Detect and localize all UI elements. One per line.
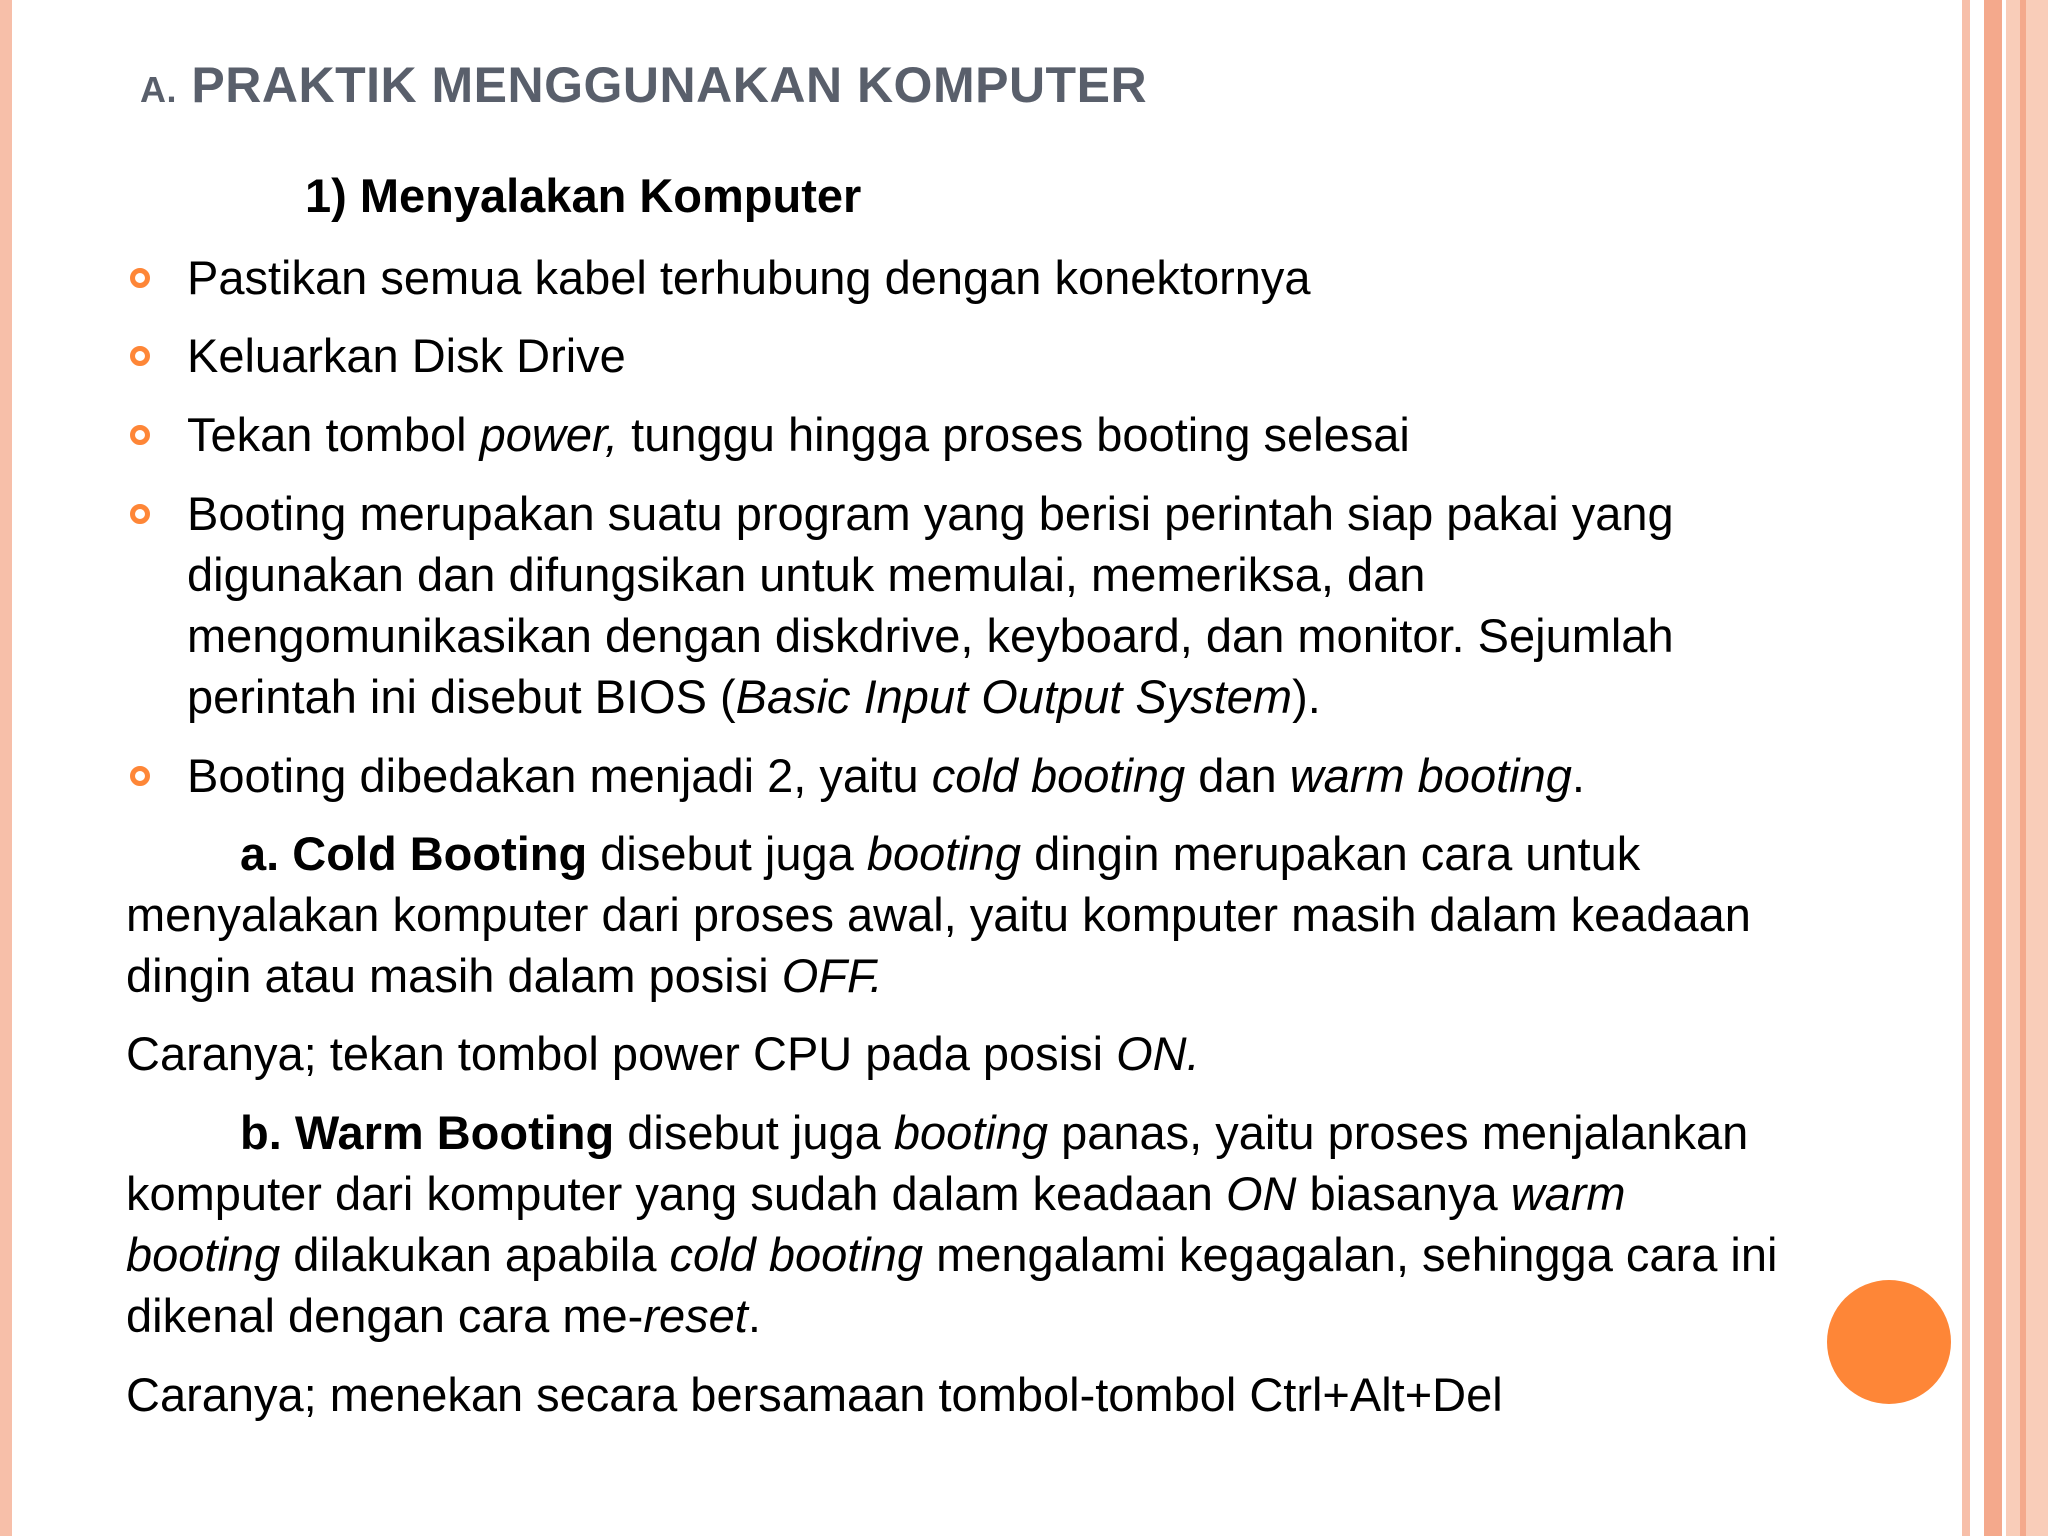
bullet-italic: Basic Input Output System (735, 670, 1293, 723)
para-text: biasanya (1296, 1167, 1511, 1220)
bullet-icon (130, 766, 150, 786)
para-italic: warm (1510, 1167, 1626, 1220)
para-line (126, 1102, 1926, 1163)
para-text: dilakukan apabila (280, 1228, 670, 1281)
para-italic: ON (1225, 1167, 1297, 1220)
bullet-line: Booting merupakan suatu program yang berisi perintah siap pakai yang (187, 487, 1674, 540)
para-line (126, 823, 1926, 884)
bullet-italic: power, (479, 408, 619, 461)
para-line: menyalakan komputer dari proses awal, yaitu komputer masih dalam keadaan (126, 888, 1751, 941)
para-text: dikenal dengan cara me- (126, 1289, 644, 1342)
para-text: disebut juga (614, 1106, 894, 1159)
right-stripe (2020, 0, 2026, 1536)
bullet-icon (130, 346, 150, 366)
title-text: PRAKTIK MENGGUNAKAN KOMPUTER (191, 57, 1148, 113)
bullet-text: perintah ini disebut BIOS ( (187, 670, 736, 723)
bullet-text: Pastikan semua kabel terhubung dengan konektornya (187, 251, 1311, 304)
para-italic: cold booting (669, 1228, 924, 1281)
para-line (126, 945, 1926, 1006)
title-prefix: A. (140, 69, 177, 110)
bullet-text: . (1571, 749, 1585, 802)
bullet-italic: cold booting (931, 749, 1186, 802)
bullet-italic: warm booting (1289, 749, 1572, 802)
warm-booting-instruction (126, 1364, 1926, 1425)
para-text: dingin merupakan cara untuk (1021, 827, 1641, 880)
para-text: panas, yaitu proses menjalankan (1048, 1106, 1749, 1159)
subheading: 1) Menyalakan Komputer (305, 169, 862, 222)
right-stripe (2006, 0, 2048, 1536)
cold-booting-heading: a. Cold Booting (240, 827, 588, 880)
bullet-icon (130, 425, 150, 445)
para-text: komputer dari komputer yang sudah dalam keadaan (126, 1167, 1226, 1220)
para-text: mengalami kegagalan, sehingga cara ini (923, 1228, 1778, 1281)
para-line (126, 1163, 1926, 1224)
bullet-text: ). (1292, 670, 1321, 723)
para-italic: OFF. (781, 949, 883, 1002)
bullet-item (187, 247, 1887, 308)
para-text: Caranya; tekan tombol power CPU pada posisi (126, 1027, 1117, 1080)
bullet-icon (130, 268, 150, 288)
right-stripe (1962, 0, 1970, 1536)
para-italic: booting (866, 827, 1022, 880)
bullet-icon (130, 504, 150, 524)
bullet-text: dan (1185, 749, 1290, 802)
para-italic: reset (643, 1289, 748, 1342)
para-text: dingin atau masih dalam posisi (126, 949, 782, 1002)
para-line (126, 1224, 1926, 1285)
cold-booting-paragraph (126, 823, 1926, 1006)
bullet-text: Booting dibedakan menjadi 2, yaitu (187, 749, 932, 802)
bullet-item (187, 404, 1887, 465)
right-stripe (1984, 0, 2002, 1536)
bullet-line (187, 666, 1887, 727)
bullet-item (187, 325, 1887, 386)
bullet-item (187, 483, 1887, 727)
cold-booting-instruction (126, 1023, 1926, 1084)
bullet-text: Keluarkan Disk Drive (187, 329, 626, 382)
para-text: . (747, 1289, 761, 1342)
slide-title (140, 56, 1147, 114)
para-line (126, 1285, 1926, 1346)
para-text: disebut juga (587, 827, 867, 880)
para-italic: ON. (1116, 1027, 1200, 1080)
para-italic: booting (893, 1106, 1049, 1159)
bullet-line: mengomunikasikan dengan diskdrive, keyboard, dan monitor. Sejumlah (187, 609, 1674, 662)
bullet-item (187, 745, 1887, 806)
warm-booting-paragraph (126, 1102, 1926, 1346)
para-text: Caranya; menekan secara bersamaan tombol-tombol Ctrl+Alt+Del (126, 1368, 1503, 1421)
bullet-text: Tekan tombol (187, 408, 480, 461)
bullet-line: digunakan dan difungsikan untuk memulai, memeriksa, dan (187, 548, 1426, 601)
warm-booting-heading: b. Warm Booting (240, 1106, 615, 1159)
bullet-text: tunggu hingga proses booting selesai (618, 408, 1410, 461)
left-border-decoration (0, 0, 12, 1536)
para-italic: booting (126, 1228, 281, 1281)
